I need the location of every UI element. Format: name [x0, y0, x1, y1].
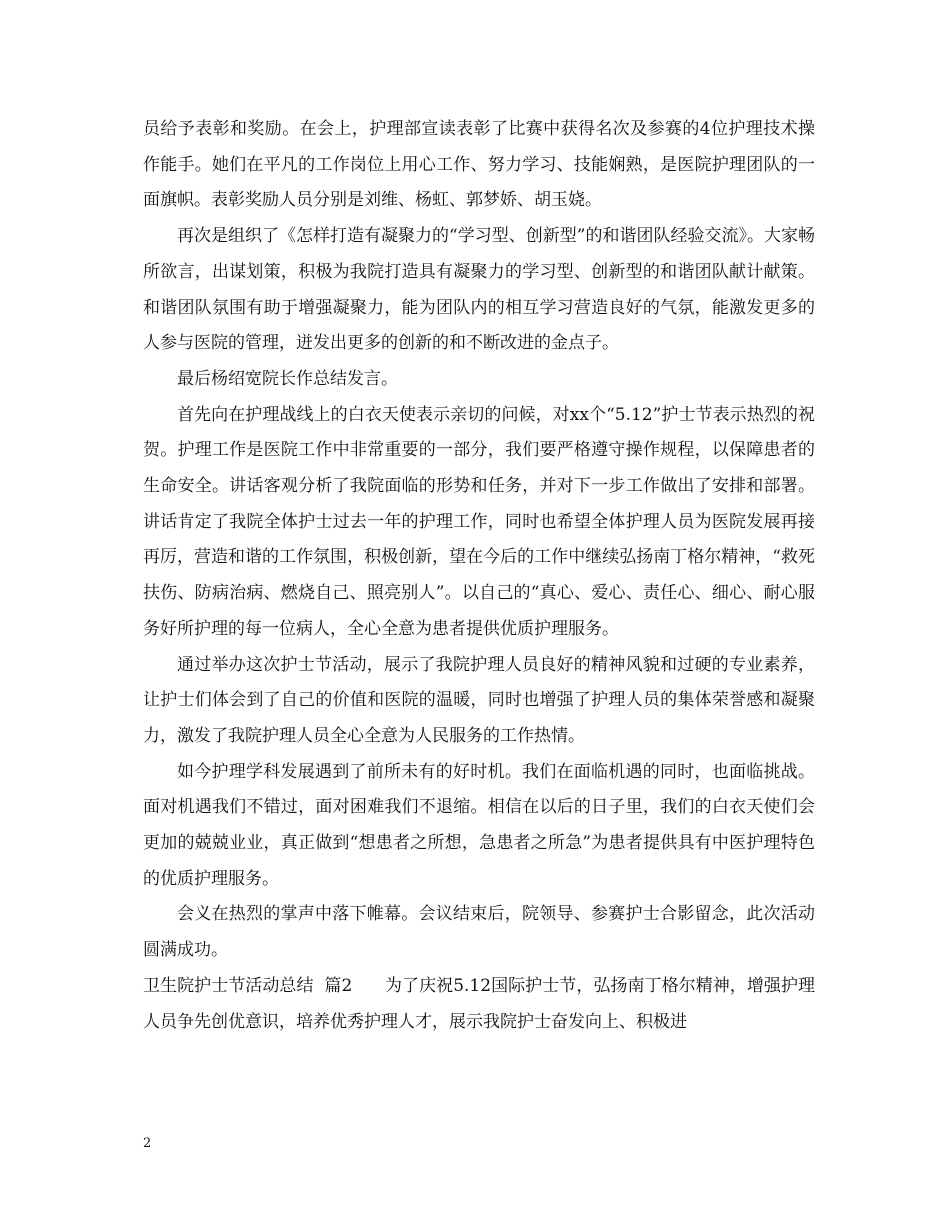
paragraph: 首先向在护理战线上的白衣天使表示亲切的问候，对xx个“5.12”护士节表示热烈的祝贺。护理工作是医院工作中非常重要的一部分，我们要严格遵守操作规程，以保障患者的生命安全。讲话客观分析了我院面临的形势和任务，并对下一步工作做出了安排和部署。讲话肯定了我院全体护士过去一年的护理工作，同时也希望全体护理人员为医院发展再接再厉，营造和谐的工作氛围，积极创新，望在今后的工作中继续弘扬南丁格尔精神，“救死扶伤、防病治病、燃烧自己、照亮别人”。以自己的“真心、爱心、责任心、细心、耐心服务好所护理的每一位病人，全心全意为患者提供优质护理服务。 [143, 404, 815, 639]
paragraph: 最后杨绍宽院长作总结发言。 [177, 368, 398, 389]
document-body [143, 112, 815, 1040]
paragraph: 如今护理学科发展遇到了前所未有的好时机。我们在面临机遇的同时，也面临挑战。面对机遇我们不错过，面对困难我们不退缩。相信在以后的日子里，我们的白衣天使们会更加的兢兢业业，真正做到“想患者之所想，急患者之所急”为患者提供具有中医护理特色的优质护理服务。 [143, 761, 815, 889]
page-number: 2 [143, 1136, 152, 1151]
section-heading-paragraph: 卫生院护士节活动总结 篇2 为了庆祝5.12国际护士节，弘扬南丁格尔精神，增强护理人员争先创优意识，培养优秀护理人才，展示我院护士奋发向上、积极进 [143, 975, 815, 1032]
paragraph: 员给予表彰和奖励。在会上，护理部宣读表彰了比赛中获得名次及参赛的4位护理技术操作能手。她们在平凡的工作岗位上用心工作、努力学习、技能娴熟，是医院护理团队的一面旗帜。表彰奖励人员分别是刘维、杨虹、郭梦娇、胡玉娆。 [143, 119, 815, 211]
paragraph: 会义在热烈的掌声中落下帷幕。会议结束后，院领导、参赛护士合影留念，此次活动圆满成功。 [143, 904, 815, 961]
paragraph: 通过举办这次护士节活动，展示了我院护理人员良好的精神风貌和过硬的专业素养，让护士们体会到了自己的价值和医院的温暖，同时也增强了护理人员的集体荣誉感和凝聚力，激发了我院护理人员全心全意为人民服务的工作热情。 [143, 654, 815, 746]
paragraph: 再次是组织了《怎样打造有凝聚力的“学习型、创新型”的和谐团队经验交流》。大家畅所欲言，出谋划策，积极为我院打造具有凝聚力的学习型、创新型的和谐团队献计献策。和谐团队氛围有助于增强凝聚力，能为团队内的相互学习营造良好的气氛，能激发更多的人参与医院的管理，迸发出更多的创新的和不断改进的金点子。 [143, 226, 815, 354]
